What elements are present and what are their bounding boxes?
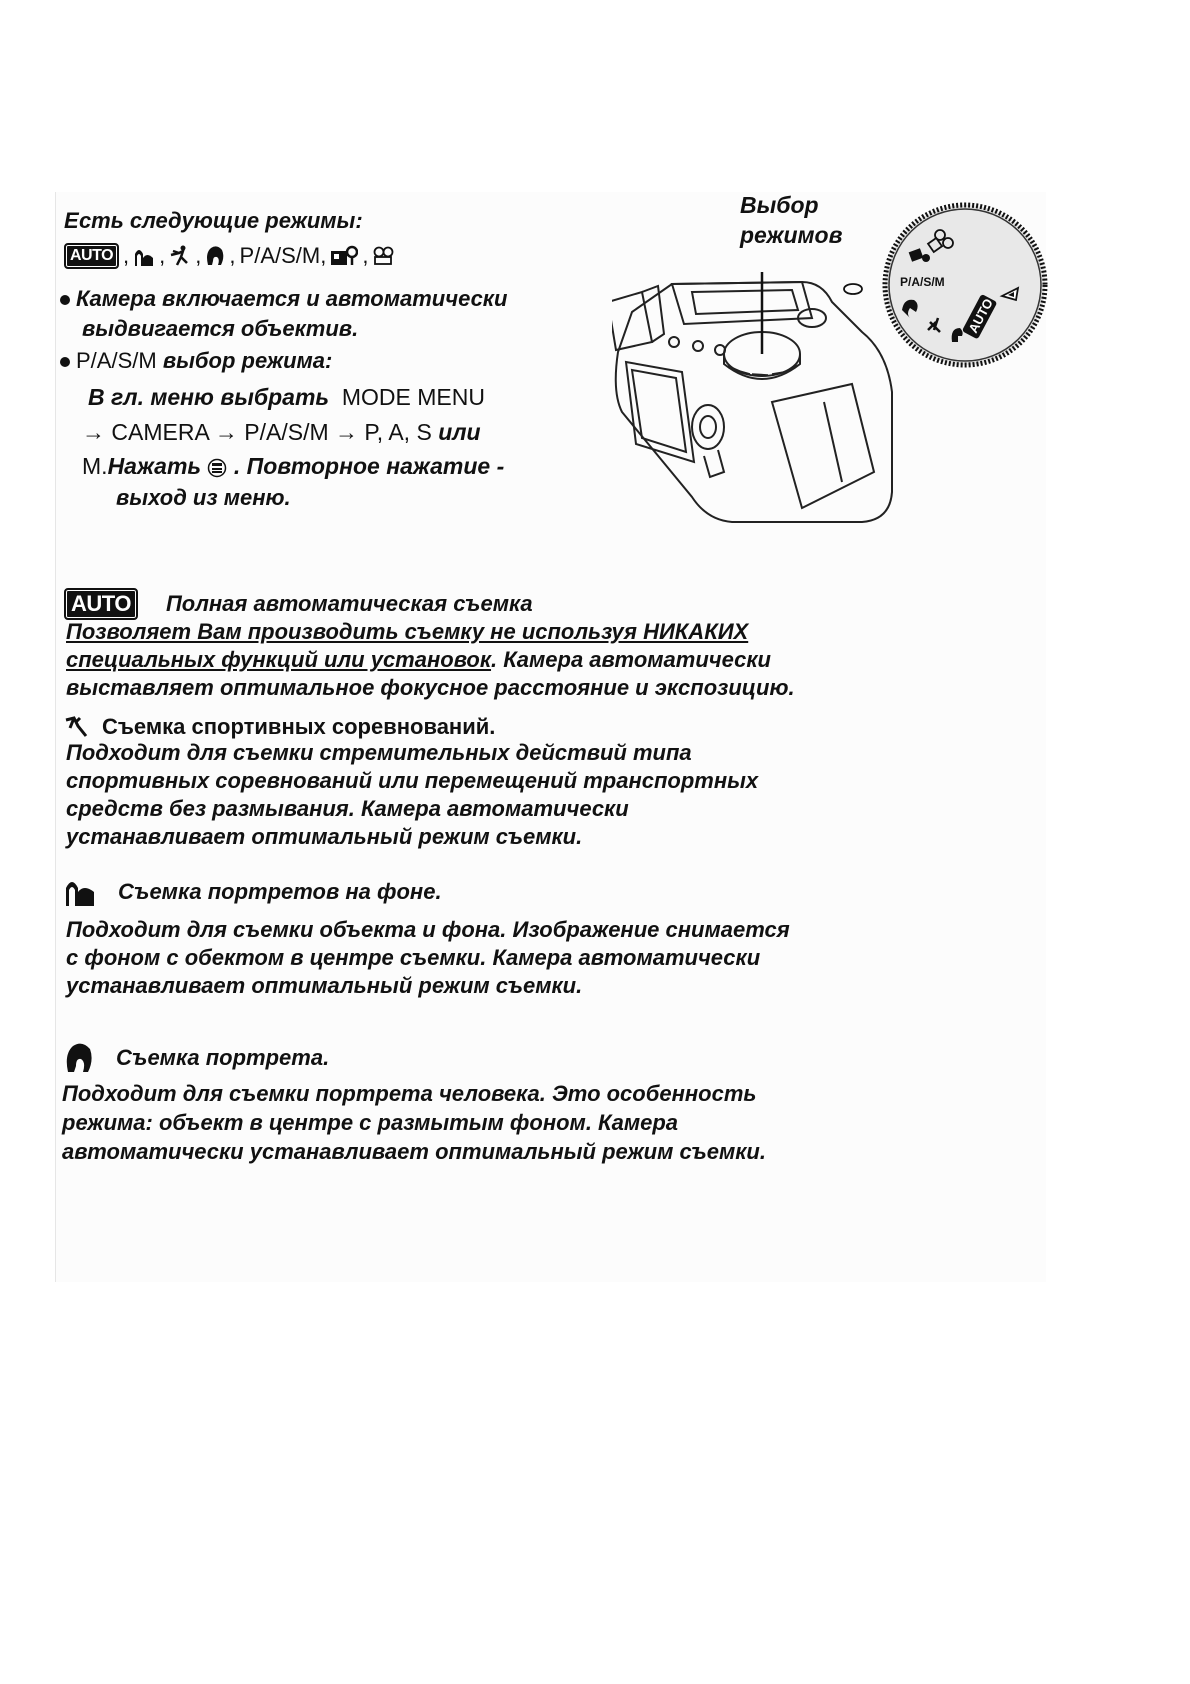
my-mode-icon xyxy=(330,245,358,267)
sport-icon xyxy=(169,245,191,267)
section-sport-line: устанавливает оптимальный режим съемки. xyxy=(66,824,583,849)
instr-italic: В гл. меню выбрать xyxy=(88,384,330,410)
section-landscape-portrait-line: устанавливает оптимальный режим съемки. xyxy=(66,973,583,998)
section-sport-title: Съемка спортивных соревнований. xyxy=(102,714,496,739)
callout-line-2: режимов xyxy=(740,222,843,248)
separator: , xyxy=(195,243,202,268)
section-auto-line-1 xyxy=(66,618,748,646)
auto-icon: AUTO xyxy=(64,588,138,620)
underlined-text: специальных функций или установок xyxy=(66,647,492,672)
dial-auto-label: AUTO xyxy=(965,296,996,336)
instruction-line-3 xyxy=(82,452,504,480)
section-sport-line: Подходит для съемки стремительных действий типа xyxy=(66,740,692,765)
bullet-icon xyxy=(60,357,70,367)
pasm-prefix: P/A/S/M xyxy=(76,348,157,373)
separator: , xyxy=(362,243,369,268)
instruction-line-1 xyxy=(88,383,485,411)
landscape-portrait-icon xyxy=(64,878,96,906)
section-landscape-portrait-title: Съемка портретов на фоне. xyxy=(118,879,442,904)
bullet-camera-on xyxy=(60,285,507,313)
dial-pasm-label: P/A/S/M xyxy=(900,275,945,289)
portrait-icon xyxy=(64,1042,94,1074)
instr-repeat: . Повторное нажатие - xyxy=(233,453,505,479)
instr-m: M. xyxy=(82,453,108,479)
sport-icon xyxy=(64,716,90,738)
section-sport-line: спортивных соревнований или перемещений транспортных xyxy=(66,768,759,793)
pasm-text: выбор режима: xyxy=(162,348,333,373)
instruction-line-4: выход из меню. xyxy=(116,485,291,510)
section-auto-line-3: выставляет оптимальное фокусное расстояние и экспозицию. xyxy=(66,675,795,700)
separator: , xyxy=(229,243,236,268)
bullet-text: Камера включается и автоматически xyxy=(76,286,508,311)
separator: , xyxy=(123,243,130,268)
section-auto-header xyxy=(64,588,533,620)
mode-dial-illustration xyxy=(880,200,1050,370)
text: . Камера автоматически xyxy=(491,647,771,672)
portrait-icon xyxy=(205,245,225,267)
instr-press: Нажать xyxy=(107,453,202,479)
instr-or: или xyxy=(438,419,481,445)
movie-icon xyxy=(372,246,394,266)
instruction-line-2 xyxy=(82,418,481,446)
instr-menu: MODE MENU xyxy=(341,384,485,410)
auto-icon: AUTO xyxy=(64,243,119,269)
ok-menu-button-icon xyxy=(207,458,227,478)
section-sport-line: средств без размывания. Камера автоматически xyxy=(66,796,629,821)
callout-line-1: Выбор xyxy=(740,192,819,218)
section-portrait-line: Подходит для съемки портрета человека. Это особенность xyxy=(62,1081,757,1106)
section-auto-line-2 xyxy=(66,646,771,674)
modes-list xyxy=(64,240,394,272)
section-portrait-header xyxy=(64,1042,329,1074)
modes-heading: Есть следующие режимы: xyxy=(64,208,363,233)
section-portrait-line: автоматически устанавливает оптимальный режим съемки. xyxy=(62,1139,766,1164)
section-portrait-line: режима: объект в центре с размытым фоном. Камера xyxy=(62,1110,678,1135)
mode-dial-callout xyxy=(740,190,842,250)
section-portrait-title: Съемка портрета. xyxy=(116,1045,330,1070)
landscape-portrait-icon xyxy=(133,246,155,266)
section-landscape-portrait-header xyxy=(64,878,442,906)
bullet-icon xyxy=(60,295,70,305)
section-auto-title: Полная автоматическая съемка xyxy=(165,591,533,616)
bullet-pasm xyxy=(60,347,332,375)
section-landscape-portrait-line: Подходит для съемки объекта и фона. Изображение снимается xyxy=(66,917,790,942)
section-sport-header xyxy=(64,713,495,741)
section-landscape-portrait-line: с фоном с обектом в центре съемки. Камера автоматически xyxy=(66,945,761,970)
camera-illustration xyxy=(612,272,902,542)
pasm-label: P/A/S/M, xyxy=(239,243,327,268)
dial-index-mark xyxy=(842,282,864,296)
instr-path: → CAMERA → P/A/S/M → P, A, S xyxy=(82,419,432,445)
separator: , xyxy=(159,243,166,268)
bullet-camera-on-cont: выдвигается объектив. xyxy=(82,316,359,341)
underlined-text: Позволяет Вам производить съемку не используя НИКАКИХ xyxy=(66,619,749,644)
